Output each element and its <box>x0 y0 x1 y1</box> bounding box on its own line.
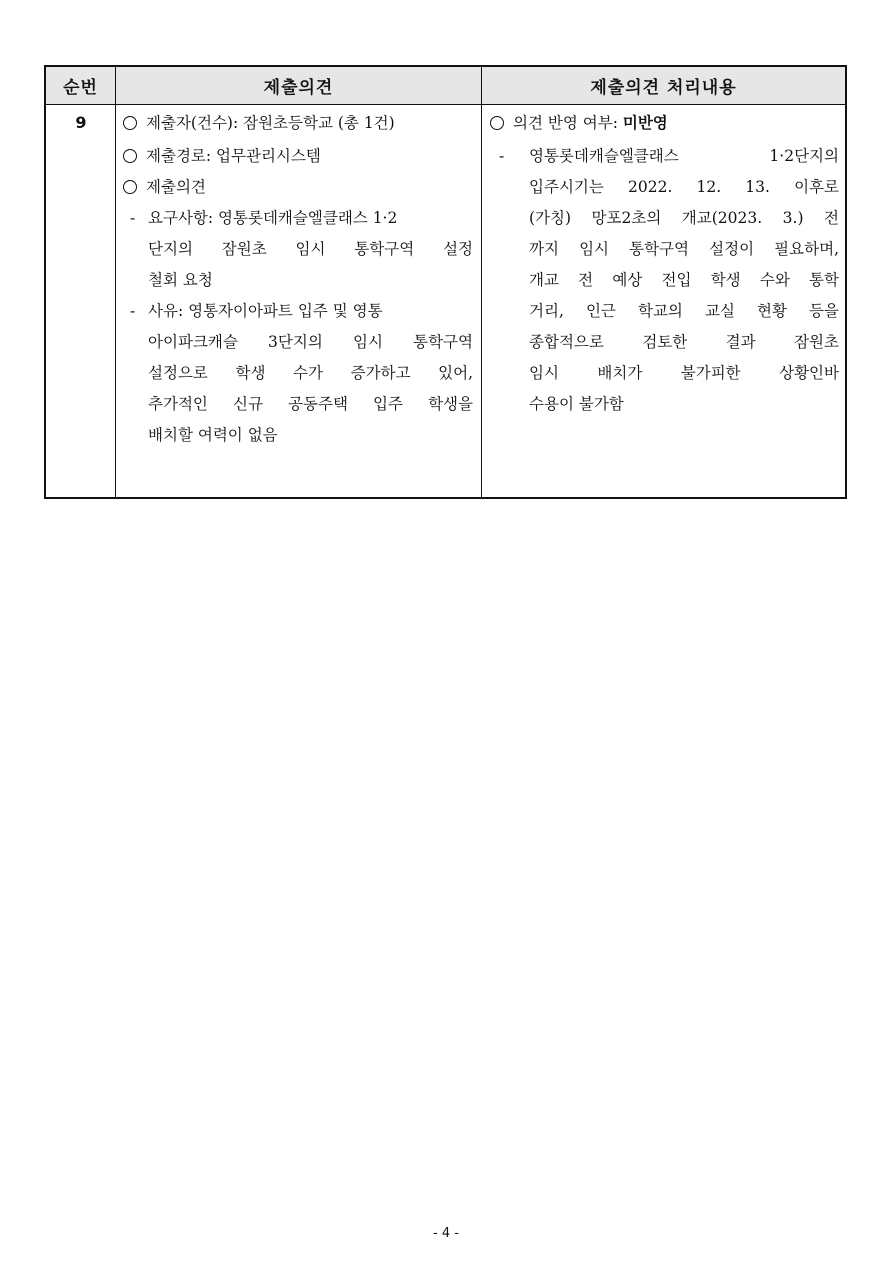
detail-line: - 영통롯데캐슬엘클래스 1·2단지의 <box>499 147 839 165</box>
submitter-line <box>123 113 395 133</box>
header-result: 제출의견 처리내용 <box>590 78 737 98</box>
route-text: 제출경로: 업무관리시스템 <box>146 147 321 165</box>
detail-text: (가칭) 망포2초의 개교(2023. 3.) 전 <box>529 209 839 227</box>
detail-text: 임시 배치가 불가피한 상황인바 <box>529 364 839 382</box>
section-title-text: 제출의견 <box>146 178 206 196</box>
section-title-line <box>123 177 206 197</box>
header-opinion: 제출의견 <box>263 78 334 98</box>
request-text: 철회 요청 <box>148 271 213 289</box>
reason-text: 아이파크캐슬 3단지의 임시 통학구역 <box>148 333 473 351</box>
request-line: - 요구사항: 영통롯데캐슬엘클래스 1·2 <box>130 209 398 227</box>
circle-bullet-icon <box>490 116 504 130</box>
column-divider <box>481 67 482 497</box>
detail-text: 거리, 인근 학교의 교실 현황 등을 <box>529 302 839 320</box>
request-text: 요구사항: 영통롯데캐슬엘클래스 1·2 <box>148 209 398 227</box>
detail-text: 영통롯데캐슬엘클래스 1·2단지의 <box>529 147 839 165</box>
reason-line: - 사유: 영통자이아파트 입주 및 영통 <box>130 302 383 320</box>
circle-bullet-icon <box>123 180 137 194</box>
opinion-table <box>44 65 847 499</box>
circle-bullet-icon <box>123 116 137 130</box>
reason-text: 배치할 여력이 없음 <box>148 426 278 444</box>
circle-bullet-icon <box>123 149 137 163</box>
detail-text: 종합적으로 검토한 결과 잠원초 <box>529 333 839 351</box>
reason-text: 설정으로 학생 수가 증가하고 있어, <box>148 364 473 382</box>
detail-text: 입주시기는 2022. 12. 13. 이후로 <box>529 178 839 196</box>
detail-text: 수용이 불가함 <box>529 395 624 413</box>
status-label: 의견 반영 여부: <box>513 114 618 132</box>
row-number: 9 <box>75 113 87 132</box>
detail-text: 개교 전 예상 전입 학생 수와 통학 <box>529 271 839 289</box>
detail-text: 까지 임시 통학구역 설정이 필요하며, <box>529 240 839 258</box>
status-line <box>490 113 668 133</box>
route-line <box>123 146 321 166</box>
page-number: - 4 - <box>433 1226 459 1241</box>
reason-text: 사유: 영통자이아파트 입주 및 영통 <box>148 302 383 320</box>
reason-text: 추가적인 신규 공동주택 입주 학생을 <box>148 395 473 413</box>
header-num: 순번 <box>63 78 98 98</box>
submitter-text: 제출자(건수): 잠원초등학교 (총 1건) <box>146 114 395 132</box>
request-text: 단지의 잠원초 임시 통학구역 설정 <box>148 240 473 258</box>
status-value: 미반영 <box>622 113 668 132</box>
